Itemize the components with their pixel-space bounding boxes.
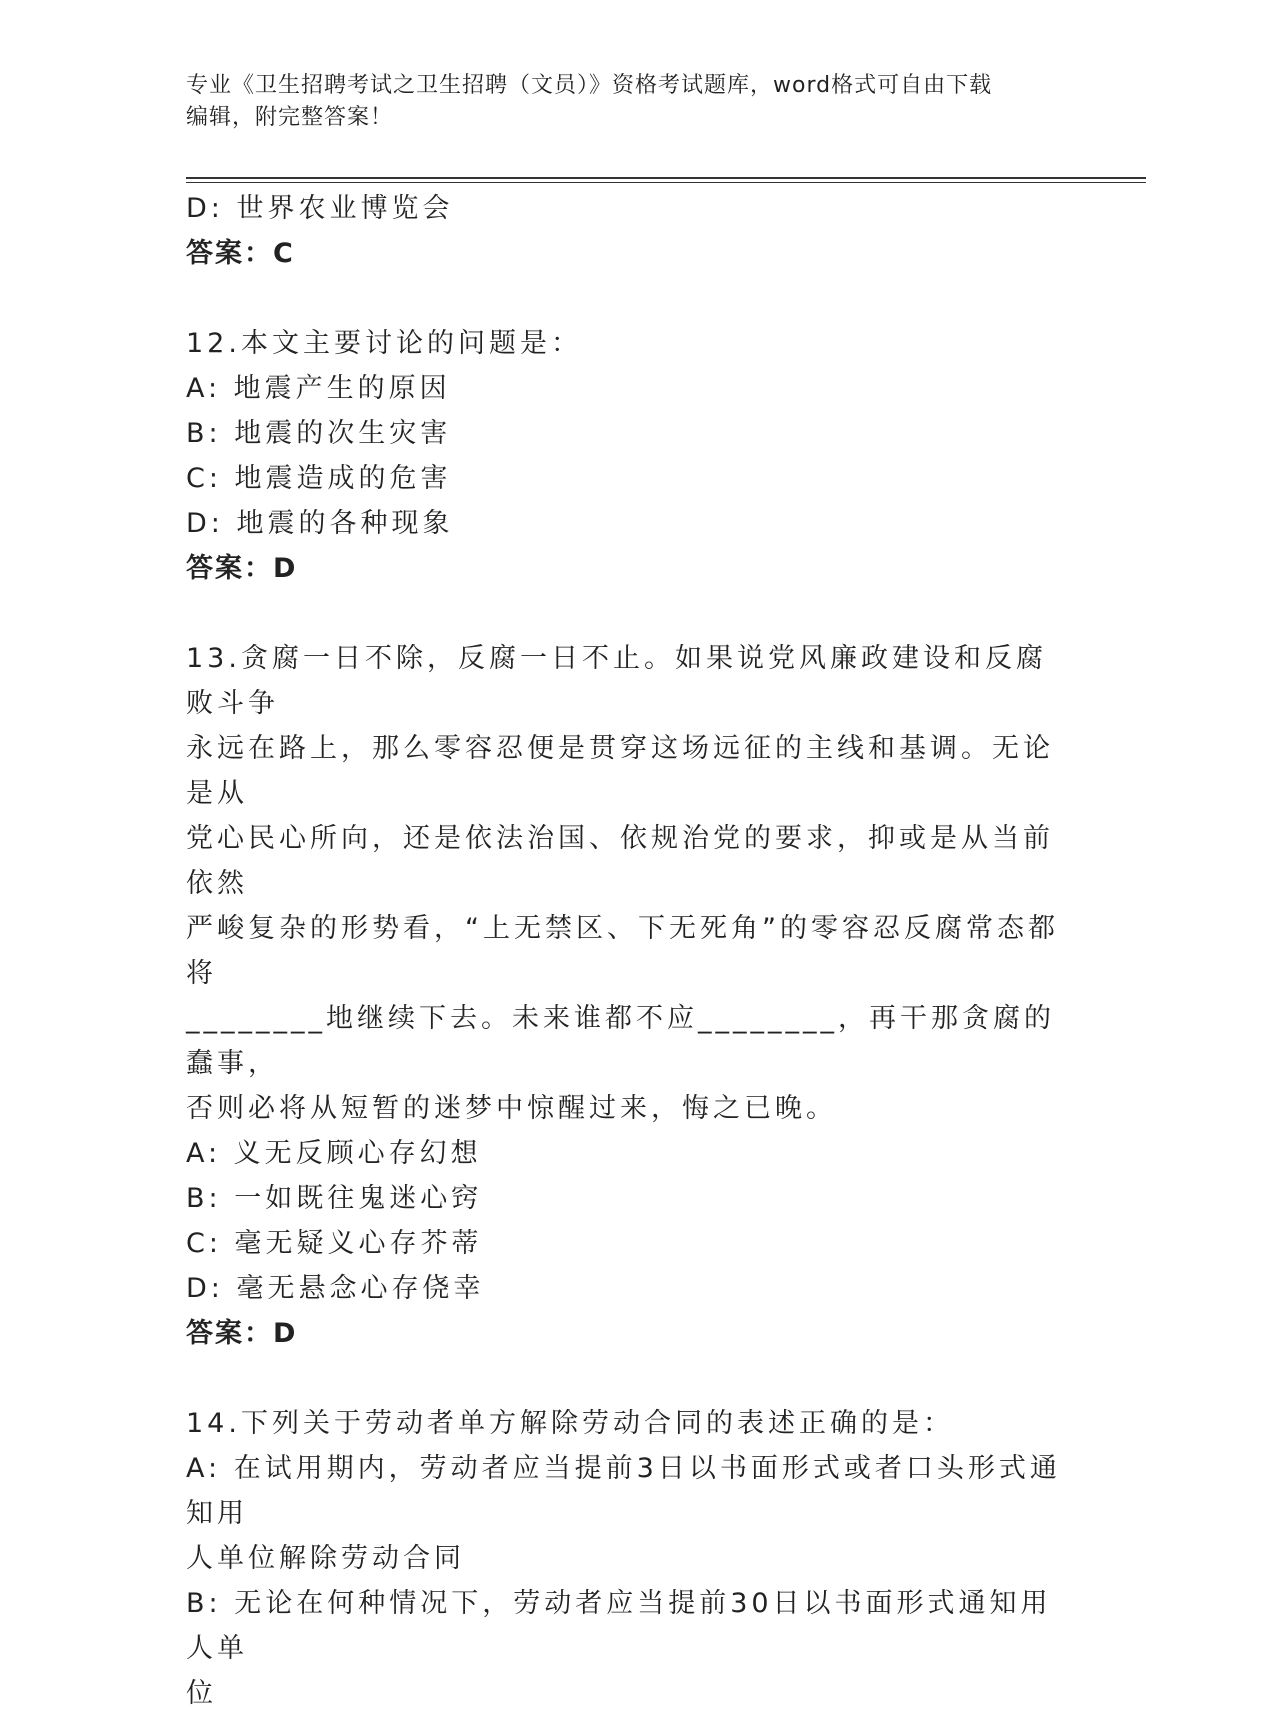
spacer [186,591,1076,636]
q13-option-c: C: 毫无疑义心存芥蒂 [186,1228,483,1259]
q13-option-d: D: 毫无悬念心存侥幸 [186,1273,485,1304]
spacer [186,1356,1076,1401]
q13-stem-line: 党心民心所向，还是依法治国、依规治党的要求，抑或是从当前依然 [186,823,1054,899]
q14-option-a-line: 人单位解除劳动合同 [186,1543,465,1574]
header-line-1: 专业《卫生招聘考试之卫生招聘（文员）》资格考试题库，word格式可自由下载 [186,73,993,98]
header-divider-thin [186,182,1146,183]
q14-stem: 14.下列关于劳动者单方解除劳动合同的表述正确的是： [186,1408,954,1439]
q12-answer: 答案：D [186,553,298,584]
q12-option-d: D: 地震的各种现象 [186,508,454,539]
q13-option-a: A: 义无反顾心存幻想 [186,1138,482,1169]
q14-option-b-line: B: 无论在何种情况下，劳动者应当提前30日以书面形式通知用人单 [186,1588,1052,1664]
spacer [186,276,1076,321]
q12-stem: 12.本文主要讨论的问题是： [186,328,582,359]
q14-option-b-line: 位 [186,1678,217,1709]
q13-stem-line: 严峻复杂的形势看，“上无禁区、下无死角”的零容忍反腐常态都将 [186,913,1059,989]
q11-answer: 答案：C [186,238,295,269]
q13-option-b: B: 一如既往鬼迷心窍 [186,1183,483,1214]
q14-option-a-line: A: 在试用期内，劳动者应当提前3日以书面形式或者口头形式通知用 [186,1453,1061,1529]
q12-option-b: B: 地震的次生灾害 [186,418,452,449]
q12-option-a: A: 地震产生的原因 [186,373,451,404]
document-header [186,70,1086,134]
q13-stem-line: ________地继续下去。未来谁都不应________，再干那贪腐的蠢事， [186,1003,1055,1079]
q13-stem-line: 永远在路上，那么零容忍便是贯穿这场远征的主线和基调。无论是从 [186,733,1054,809]
question-content [186,186,1076,1716]
header-divider-thick [186,177,1146,179]
q13-stem-line: 13.贪腐一日不除，反腐一日不止。如果说党风廉政建设和反腐败斗争 [186,643,1047,719]
q13-stem-line: 否则必将从短暂的迷梦中惊醒过来，悔之已晚。 [186,1093,837,1124]
header-line-2: 编辑，附完整答案！ [186,105,394,130]
q11-option-d: D: 世界农业博览会 [186,193,454,224]
q13-answer: 答案：D [186,1318,298,1349]
q12-option-c: C: 地震造成的危害 [186,463,452,494]
